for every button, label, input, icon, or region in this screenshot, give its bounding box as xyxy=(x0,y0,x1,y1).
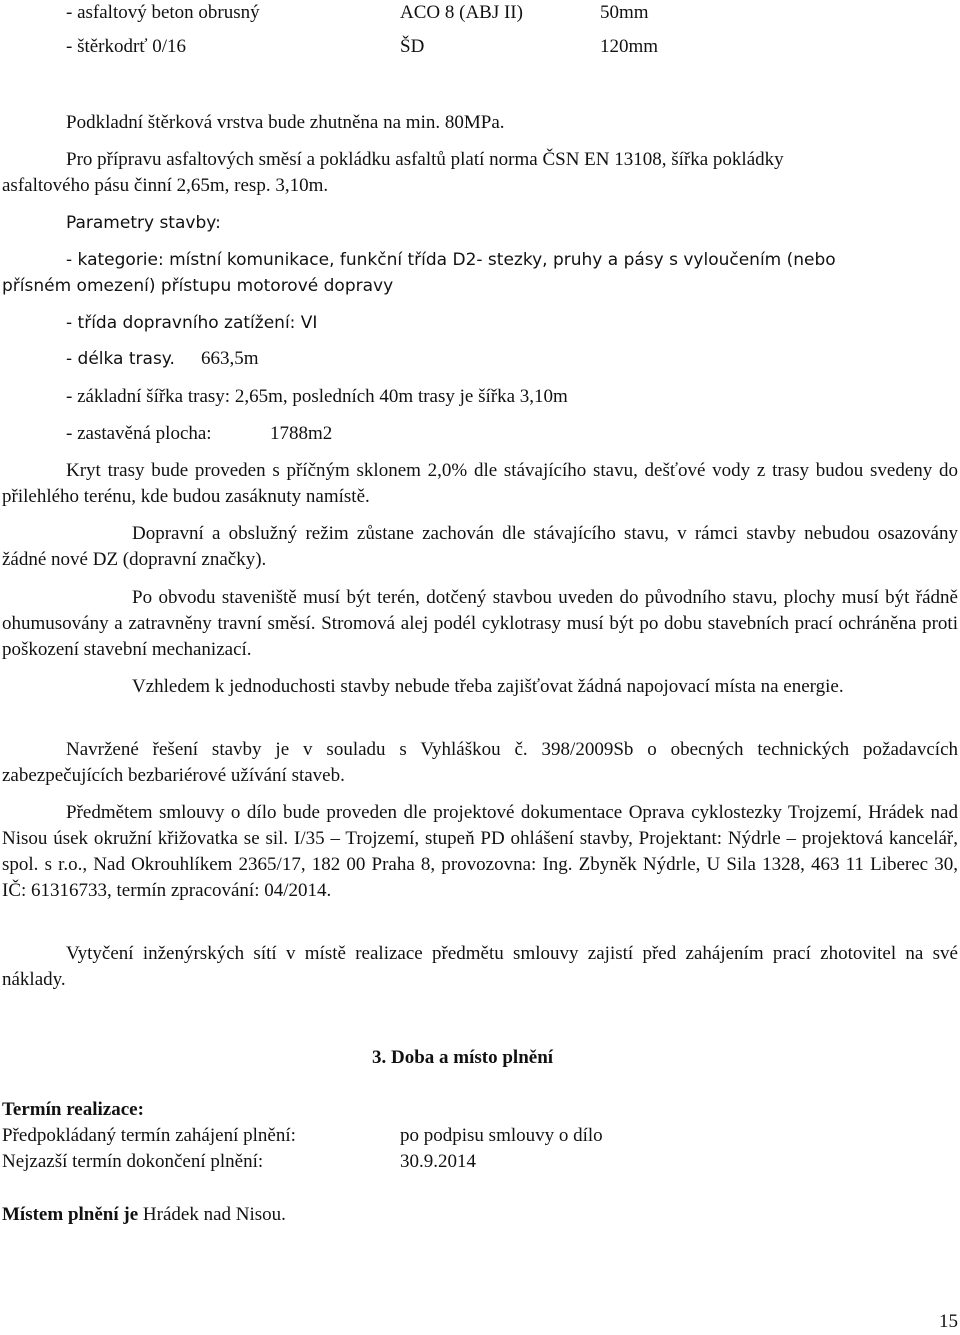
decree-text: Navržené řešení stavby je v souladu s Vyhláškou č. 398/2009Sb o obecných technických požadavcích zabezpečujících bezbariérové užívání staveb. xyxy=(2,739,958,786)
length-value: 663,5m xyxy=(201,348,259,369)
site-restore-text: Po obvodu staveniště musí být terén, dotčený stavbou uveden do původního stavu, plochy musí být řádně ohumusovány a zatravněny travní směsí. Stromová alej podél cyklotrasy musí být po dobu stavebních prací ochráněna proti poškození stavební mechanizací. xyxy=(2,587,958,660)
site-restore-paragraph xyxy=(2,585,958,663)
utilities-text: Vytyčení inženýrských sítí v místě realizace předmětu smlouvy zajistí před zahájením prací zhotovitel na své náklady. xyxy=(2,943,958,990)
drainage-paragraph xyxy=(2,458,958,510)
traffic-mode-paragraph xyxy=(2,521,958,573)
category-line-1: - kategorie: místní komunikace, funkční třída D2- stezky, pruhy a pásy s vyloučením (nebo xyxy=(66,250,836,270)
norm-line-2: asfaltového pásu činní 2,65m, resp. 3,10m. xyxy=(2,175,329,196)
contract-subject-text: Předmětem smlouvy o dílo bude proveden dle projektové dokumentace Oprava cyklostezky Trojzemí, Hrádek nad Nisou úsek okružní křižovatka se sil. I/35 – Trojzemí, stupeň PD ohlášení stavby, Projektant: Nýdrle – projektová kancelář, spol. s r.o., Nad Okrouhlíkem 2365/17, 182 00 Praha 8, provozovna: Ing. Zbyněk Nýdrle, U Sila 1328, 463 11 Liberec 30, IČ: 61316733, termín zpracování: 04/2014. xyxy=(2,802,958,901)
length-label: - délka trasy. xyxy=(66,349,175,369)
width-text: - základní šířka trasy: 2,65m, posledních 40m trasy je šířka 3,10m xyxy=(66,386,568,407)
layer-thickness-1: 50mm xyxy=(600,2,649,23)
compaction-text: Podkladní štěrková vrstva bude zhutněna na min. 80MPa. xyxy=(66,112,505,133)
layer-type-2: ŠD xyxy=(400,36,425,57)
end-value: 30.9.2014 xyxy=(400,1151,476,1172)
utilities-paragraph xyxy=(2,941,958,993)
decree-paragraph xyxy=(2,737,958,789)
layer-thickness-2: 120mm xyxy=(600,36,659,57)
section-title: 3. Doba a místo plnění xyxy=(372,1047,554,1068)
norm-line-1: Pro přípravu asfaltových směsí a pokládku asfaltů platí norma ČSN EN 13108, šířka pokládky xyxy=(66,149,784,170)
start-label: Předpokládaný termín zahájení plnění: xyxy=(2,1125,296,1146)
page-number: 15 xyxy=(939,1311,958,1332)
energy-text: Vzhledem k jednoduchosti stavby nebude třeba zajišťovat žádná napojovací místa na energie. xyxy=(132,676,844,697)
layer-name-2: - štěrkodrť 0/16 xyxy=(66,36,186,57)
energy-paragraph xyxy=(2,674,958,700)
start-value: po podpisu smlouvy o dílo xyxy=(400,1125,603,1146)
layer-name-1: - asfaltový beton obrusný xyxy=(66,2,260,23)
area-value: 1788m2 xyxy=(270,423,333,444)
place-value: Hrádek nad Nisou. xyxy=(142,1204,286,1225)
traffic-load: - třída dopravního zatížení: VI xyxy=(66,313,318,333)
drainage-text: Kryt trasy bude proveden s příčným sklonem 2,0% dle stávajícího stavu, dešťové vody z trasy budou svedeny do přilehlého terénu, kde budou zasáknuty namístě. xyxy=(2,460,958,507)
params-heading: Parametry stavby: xyxy=(66,213,221,233)
traffic-mode-text: Dopravní a obslužný režim zůstane zachován dle stávajícího stavu, v rámci stavby nebudou osazovány žádné nové DZ (dopravní značky). xyxy=(2,523,958,570)
area-label: - zastavěná plocha: xyxy=(66,423,212,444)
place-line xyxy=(2,1202,286,1228)
term-heading: Termín realizace: xyxy=(2,1099,144,1120)
contract-subject-paragraph xyxy=(2,800,958,904)
end-label: Nejzazší termín dokončení plnění: xyxy=(2,1151,264,1172)
layer-type-1: ACO 8 (ABJ II) xyxy=(400,2,523,23)
place-label: Místem plnění je xyxy=(2,1204,139,1225)
category-line-2: přísném omezení) přístupu motorové dopravy xyxy=(2,276,394,296)
